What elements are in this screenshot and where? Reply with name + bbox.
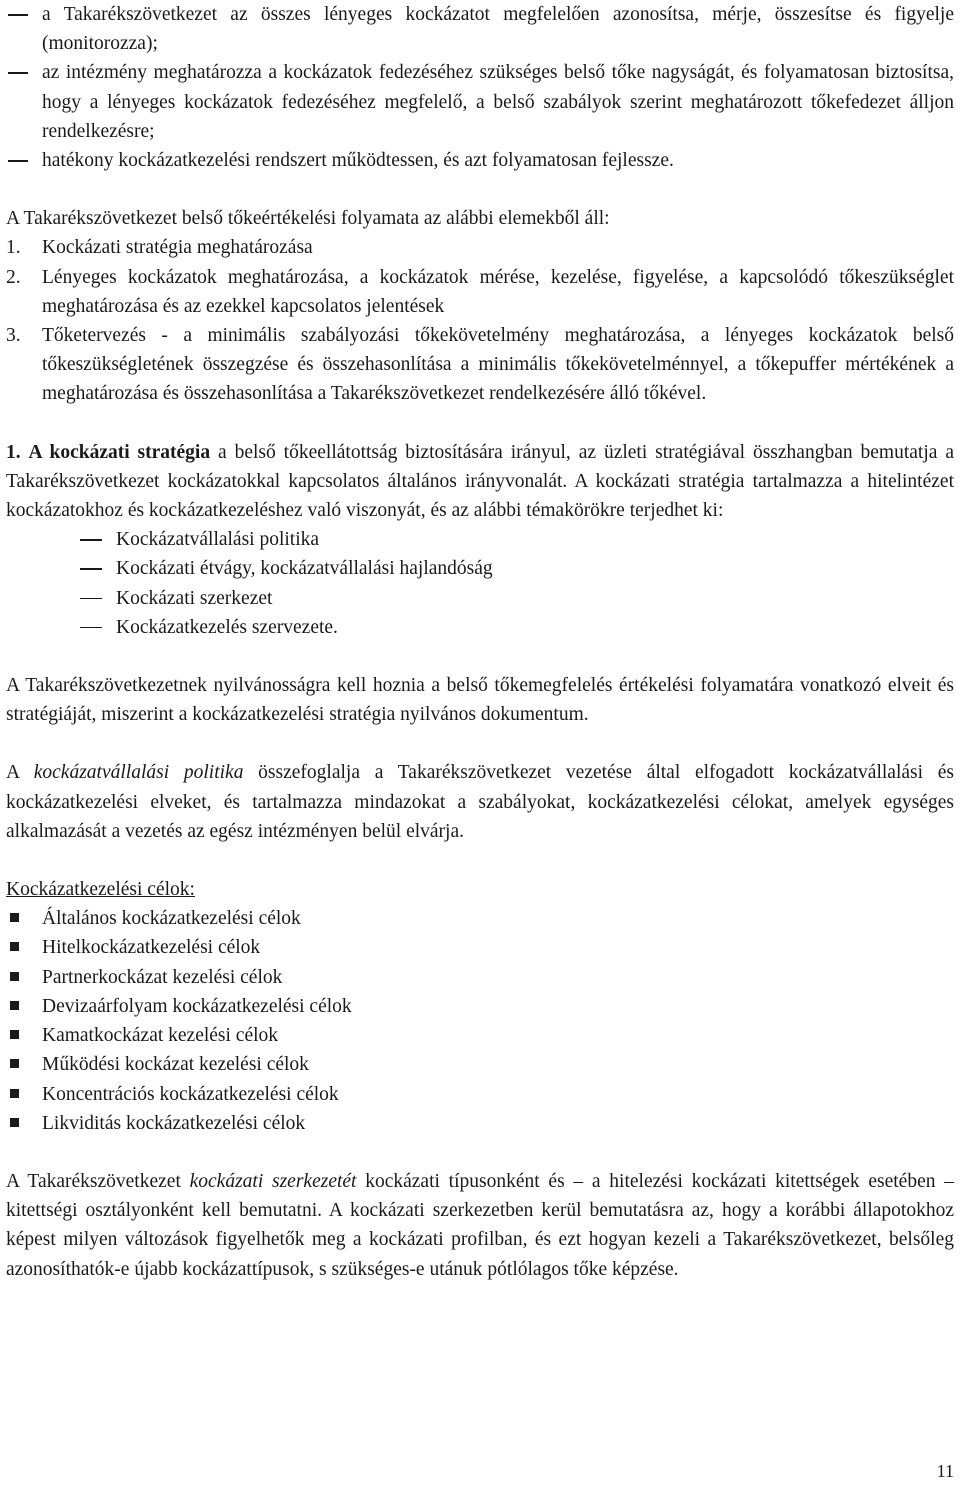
square-bullet-icon	[10, 942, 19, 951]
page-number: 11	[936, 1461, 954, 1481]
square-bullet-icon	[10, 1118, 19, 1127]
intro-list	[6, 0, 954, 175]
item-text: Lényeges kockázatok meghatározása, a kockázatok mérése, kezelése, figyelése, a kapcsolódó tőkeszükséglet meghatározása és az ezekkel kapcsolatos jelentések	[42, 266, 954, 317]
list-item	[6, 1021, 954, 1050]
structure-post: kockázati típusonként és – a hitelezési kockázati kitettségek esetében – kitettségi osztályonként kell bemutatni. A kockázati szerkezetben kerül bemutatásra az, hogy a korábbi állapotokhoz képest milyen változások figyelhetők meg a kockázati profilban, és ezt hogyan kezeli a Takarékszövetkezet, belsőleg azonosíthatók-e újabb kockázattípusok, s szükséges-e utánuk pótlólagos tőke képzése.	[6, 1170, 954, 1280]
square-bullet-icon	[10, 1001, 19, 1010]
disclosure-paragraph: A Takarékszövetkezetnek nyilvánosságra kell hoznia a belső tőkemegfelelés értékelési folyamatára vonatkozó elveit és stratégiáját, miszerint a kockázatkezelési stratégia nyilvános dokumentum.	[6, 675, 954, 726]
list-item: hatékony kockázatkezelési rendszert működtessen, és azt folyamatosan fejlessze.	[6, 146, 954, 175]
item-number: 3.	[6, 325, 21, 347]
list-item	[6, 933, 954, 962]
item-text: Devizaárfolyam kockázatkezelési célok	[42, 995, 352, 1017]
list-item: a Takarékszövetkezet az összes lényeges kockázatot megfelelően azonosítsa, mérje, összesítse és figyelje (monitorozza);	[6, 0, 954, 58]
process-list	[6, 233, 954, 408]
list-item: Kockázati szerkezet	[6, 584, 954, 613]
strategy-topics-list	[6, 525, 954, 642]
list-item: Kockázati étvágy, kockázatvállalási hajlandóság	[6, 554, 954, 583]
list-item: Kockázatkezelés szervezete.	[6, 613, 954, 642]
process-intro: A Takarékszövetkezet belső tőkeértékelési folyamata az alábbi elemekből áll:	[6, 208, 610, 230]
item-text: Hitelkockázatkezelési célok	[42, 937, 261, 959]
square-bullet-icon	[10, 913, 19, 922]
item-text: Működési kockázat kezelési célok	[42, 1054, 309, 1076]
policy-post: összefoglalja a Takarékszövetkezet vezetése által elfogadott kockázatvállalási és kockázatkezelési elveket, és tartalmazza mindazokat a szabályokat, kockázatkezelési célokat, amelyek egységes alkalmazását a vezetés az egész intézményen belül elvárja.	[6, 762, 955, 842]
list-item	[6, 904, 954, 933]
structure-paragraph	[6, 1167, 954, 1284]
square-bullet-icon	[10, 1089, 19, 1098]
item-number: 1.	[6, 237, 21, 259]
square-bullet-icon	[10, 1059, 19, 1068]
list-item	[6, 1109, 954, 1138]
policy-paragraph	[6, 758, 954, 846]
item-text: Koncentrációs kockázatkezelési célok	[42, 1083, 339, 1105]
list-item	[6, 321, 954, 409]
structure-pre: A Takarékszövetkezet	[6, 1170, 190, 1192]
policy-pre: A	[6, 762, 34, 784]
list-item	[6, 1050, 954, 1079]
page-content	[6, 0, 954, 1284]
strategy-paragraph	[6, 438, 954, 526]
strategy-text: a belső tőkeellátottság biztosítására irányul, az üzleti stratégiával összhangban bemutatja a Takarékszövetkezet kockázatokkal kapcsolatos általános irányvonalát. A kockázati stratégia tartalmazza a hitelintézet kockázatokhoz és kockázatkezeléshez való viszonyát, és az alábbi témakörökre terjedhet ki:	[6, 441, 954, 522]
item-text: Kamatkockázat kezelési célok	[42, 1025, 279, 1047]
square-bullet-icon	[10, 1030, 19, 1039]
item-number: 2.	[6, 266, 21, 288]
item-text: Partnerkockázat kezelési célok	[42, 966, 283, 988]
list-item	[6, 963, 954, 992]
list-item	[6, 233, 954, 262]
structure-term: kockázati szerkezetét	[189, 1170, 357, 1192]
list-item: az intézmény meghatározza a kockázatok fedezéséhez szükséges belső tőke nagyságát, és folyamatosan biztosítsa, hogy a lényeges kockázatok fedezéséhez megfelelő, a belső szabályok szerint meghatározott tőkefedezet álljon rendelkezésre;	[6, 58, 954, 146]
item-text: Általános kockázatkezelési célok	[42, 908, 301, 930]
list-item: Kockázatvállalási politika	[6, 525, 954, 554]
list-item	[6, 1080, 954, 1109]
item-text: Tőketervezés - a minimális szabályozási tőkekövetelmény meghatározása, a lényeges kockázatok belső tőkeszükségletének összegzése és összehasonlítása a minimális tőkekövetelménnyel, a tőkepuffer mértékének a meghatározása és összehasonlítása a Takarékszövetkezet rendelkezésére álló tőkével.	[42, 325, 954, 405]
item-text: Kockázati stratégia meghatározása	[42, 237, 313, 259]
strategy-heading-number: 1.	[6, 441, 21, 463]
goals-list	[6, 904, 954, 1138]
goals-heading: Kockázatkezelési célok:	[6, 879, 195, 901]
list-item	[6, 992, 954, 1021]
strategy-heading-title: A kockázati stratégia	[28, 441, 211, 463]
item-text: Likviditás kockázatkezelési célok	[42, 1112, 306, 1134]
list-item	[6, 263, 954, 321]
square-bullet-icon	[10, 972, 19, 981]
policy-term: kockázatvállalási politika	[33, 762, 244, 784]
